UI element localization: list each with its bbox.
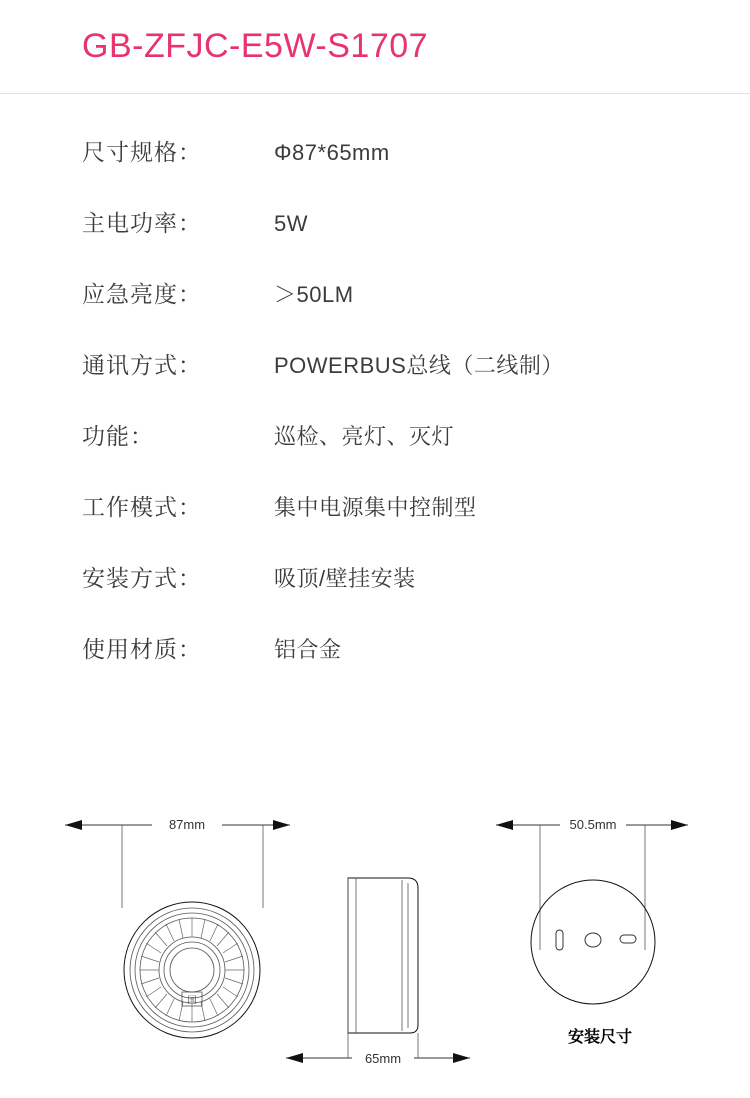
spec-row [82, 418, 750, 489]
spec-row [82, 631, 750, 702]
spec-row [82, 205, 750, 276]
spec-value: 集中电源集中控制型 [274, 494, 477, 520]
mount-caption: 安装尺寸 [567, 1029, 633, 1046]
spec-value: 5W [274, 210, 308, 236]
spec-row [82, 276, 750, 347]
spec-label: 尺寸规格： [82, 138, 202, 165]
side-depth-label: 65mm [364, 1051, 402, 1066]
header-divider [0, 93, 750, 94]
page-title: GB-ZFJC-E5W-S1707 [82, 27, 429, 65]
spec-value: POWERBUS总线（二线制） [274, 352, 564, 378]
front-width-label: 87mm [168, 817, 206, 832]
technical-drawing [0, 780, 750, 1098]
spec-value: 铝合金 [274, 636, 342, 662]
spec-label: 应急亮度： [82, 280, 202, 307]
spec-table [0, 134, 750, 702]
spec-label: 主电功率： [82, 209, 202, 236]
front-view-drawing [65, 812, 290, 1038]
spec-value: Φ87*65mm [274, 139, 390, 165]
spec-label: 使用材质： [82, 635, 202, 662]
spec-label: 安装方式： [82, 564, 202, 591]
svg-text:国: 国 [187, 995, 197, 1005]
spec-row [82, 560, 750, 631]
spec-value: 巡检、亮灯、灭灯 [274, 423, 455, 449]
spec-row [82, 489, 750, 560]
spec-value: ＞50LM [274, 281, 354, 307]
spec-row [82, 347, 750, 418]
mounting-view-drawing [496, 812, 688, 1048]
spec-label: 工作模式： [82, 493, 202, 520]
side-view-drawing [286, 878, 470, 1070]
spec-value: 吸顶/壁挂安装 [274, 565, 416, 591]
title-block [0, 0, 750, 67]
mount-width-dimension [496, 812, 688, 950]
mount-width-label: 50.5mm [569, 817, 617, 832]
spec-row [82, 134, 750, 205]
spec-label: 通讯方式： [82, 351, 202, 378]
spec-label: 功能： [82, 422, 154, 449]
